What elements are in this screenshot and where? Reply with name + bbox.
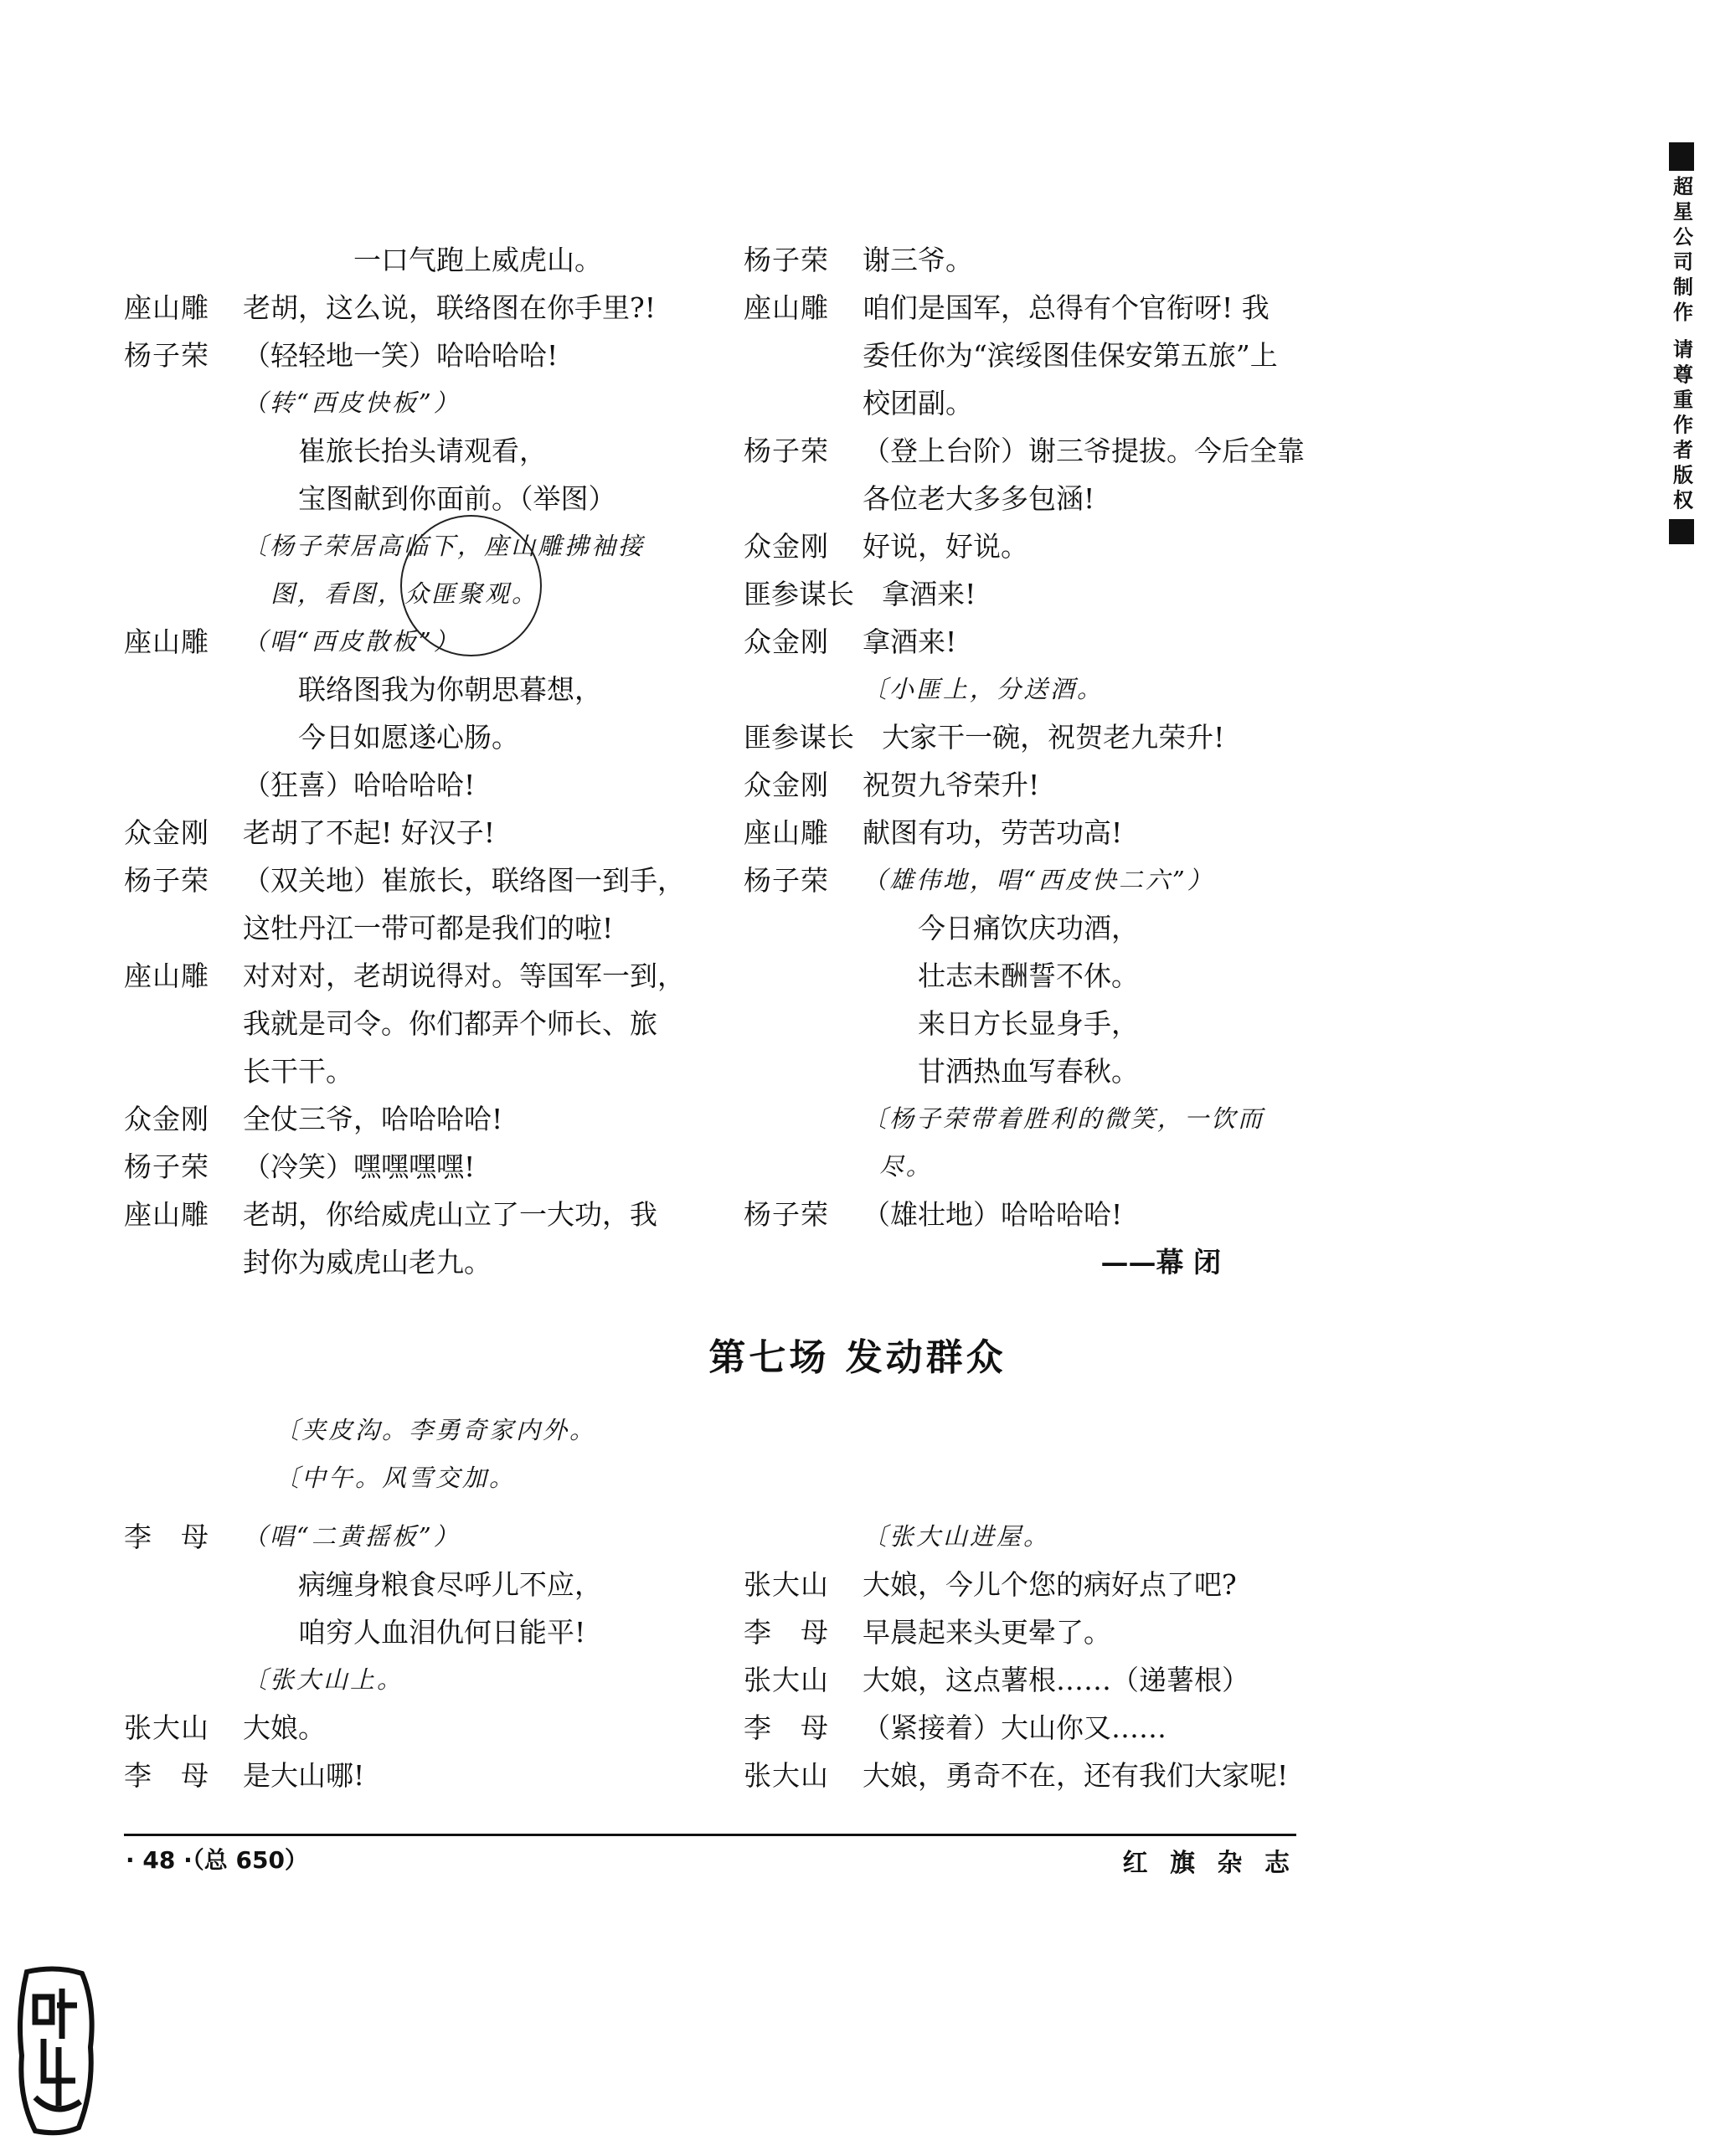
speaker-name: 杨子荣 (744, 244, 829, 276)
dialogue-line (744, 904, 1313, 952)
dialogue-line (124, 475, 702, 522)
setting-line: 〔中午。风雪交加。 (275, 1464, 517, 1492)
dialogue-line (124, 1704, 702, 1752)
footer-rule (124, 1834, 1296, 1836)
dialogue-text: 咱穷人血泪仇何日能平! (298, 1616, 586, 1649)
dialogue-line (124, 236, 702, 284)
dialogue-line (744, 332, 1313, 379)
dialogue-line (744, 427, 1313, 475)
dialogue-line (744, 236, 1313, 284)
speaker-name: 杨子荣 (124, 864, 209, 897)
page-number: · 48 ·（总 650） (126, 1846, 308, 1874)
speaker-name: 张大山 (744, 1759, 829, 1792)
dialogue-line (744, 713, 1313, 761)
dialogue-line (124, 332, 702, 379)
dialogue-text: 一口气跑上威虎山。 (353, 244, 602, 276)
speaker-name: 匪参谋长 (744, 578, 854, 610)
dialogue-text: 全仗三爷，哈哈哈哈! (243, 1103, 503, 1135)
speaker-name: 张大山 (744, 1568, 829, 1601)
dialogue-line (744, 618, 1313, 666)
dialogue-line (744, 1047, 1313, 1095)
dialogue-line (744, 570, 1313, 618)
stage-direction: 〔小匪上，分送酒。 (863, 675, 1105, 703)
dialogue-line (124, 1000, 702, 1047)
dialogue-text: 封你为威虎山老九。 (243, 1246, 492, 1279)
dialogue-text: 今日痛饮庆功酒， (918, 912, 1139, 944)
dialogue-line (744, 1752, 1313, 1799)
dialogue-text: 祝贺九爷荣升! (863, 769, 1040, 801)
dialogue-line (744, 1513, 1313, 1561)
dialogue-text: 这牡丹江一带可都是我们的啦! (243, 912, 614, 944)
dialogue-text: 谢三爷。 (863, 244, 973, 276)
dialogue-line (124, 1047, 702, 1095)
circle-stamp-mark (400, 515, 542, 656)
dialogue-text: 各位老大多多包涵! (863, 482, 1095, 515)
dialogue-text: 老胡了不起! 好汉子! (243, 816, 496, 849)
speaker-name: 杨子荣 (744, 864, 829, 897)
dialogue-line (124, 1095, 702, 1143)
dialogue-line (744, 809, 1313, 857)
setting-line: 〔夹皮沟。李勇奇家内外。 (275, 1416, 597, 1444)
dialogue-text: 大娘。 (243, 1711, 326, 1744)
dialogue-text: 大娘，这点薯根……（递薯根） (863, 1664, 1249, 1696)
speaker-name: 张大山 (124, 1711, 209, 1744)
dialogue-text: 拿酒来! (882, 578, 976, 610)
copyright-notice-text: 超星公司制作 请尊重作者版权 (1669, 176, 1693, 515)
dialogue-line (124, 857, 702, 904)
dialogue-text: 来日方长显身手， (918, 1007, 1139, 1040)
dialogue-line (124, 1656, 702, 1704)
dialogue-line (124, 284, 702, 332)
dialogue-line (744, 1561, 1313, 1608)
dialogue-text: 壮志未酬誓不休。 (918, 960, 1139, 992)
dialogue-line (124, 1513, 702, 1561)
left-column-2 (124, 1513, 702, 1799)
dialogue-line (744, 522, 1313, 570)
dialogue-text: 今日如愿遂心肠。 (298, 721, 519, 754)
dialogue-line (744, 379, 1313, 427)
scene-setting (275, 1407, 596, 1502)
dialogue-text: 委任你为“滨绥图佳保安第五旅”上 (863, 339, 1278, 372)
scene-title: 第七场 发动群众 (708, 1336, 1007, 1379)
dialogue-line (124, 1752, 702, 1799)
notice-bar-top (1669, 142, 1694, 171)
dialogue-text: （紧接着）大山你又…… (863, 1711, 1167, 1744)
speaker-name: 众金刚 (124, 816, 209, 849)
dialogue-text: 崔旅长抬头请观看， (298, 435, 547, 467)
dialogue-text: 老胡，这么说，联络图在你手里?! (243, 291, 656, 324)
dialogue-text: 献图有功，劳苦功高! (863, 816, 1123, 849)
speaker-name: 座山雕 (744, 291, 829, 324)
speaker-name: 杨子荣 (744, 435, 829, 467)
dialogue-line (744, 1095, 1313, 1143)
dialogue-line (744, 761, 1313, 809)
dialogue-text: 早晨起来头更晕了。 (863, 1616, 1111, 1649)
stage-direction: 〔张大山进屋。 (863, 1522, 1051, 1551)
dialogue-line (124, 761, 702, 809)
seal-stamp-icon (10, 1963, 100, 2139)
dialogue-text: （轻轻地一笑）哈哈哈哈! (243, 339, 559, 372)
dialogue-text: 甘洒热血写春秋。 (918, 1055, 1139, 1088)
stage-direction: 〔杨子荣居高临下，座山雕拂袖接 (243, 532, 646, 560)
notice-bar-bottom (1669, 519, 1694, 544)
speaker-name: 座山雕 (124, 291, 209, 324)
left-column (124, 236, 702, 1286)
dialogue-text: 病缠身粮食尽呼儿不应， (298, 1568, 602, 1601)
dialogue-line (124, 1143, 702, 1191)
dialogue-line (744, 666, 1313, 713)
speaker-name: 众金刚 (124, 1103, 209, 1135)
dialogue-line (744, 1656, 1313, 1704)
dialogue-line (124, 427, 702, 475)
dialogue-line (124, 713, 702, 761)
right-column (744, 236, 1313, 1286)
speaker-name: 座山雕 (124, 625, 209, 658)
dialogue-text: （雄壮地）哈哈哈哈! (863, 1198, 1123, 1231)
stage-direction: 图，看图，众匪聚观。 (270, 579, 539, 608)
dialogue-line (744, 475, 1313, 522)
dialogue-text: 咱们是国军，总得有个官衔呀! 我 (863, 291, 1270, 324)
dialogue-line (744, 1191, 1313, 1238)
speaker-name: 座山雕 (744, 816, 829, 849)
dialogue-line (124, 1238, 702, 1286)
right-column-2 (744, 1513, 1313, 1799)
dialogue-text: 老胡，你给威虎山立了一大功，我 (243, 1198, 657, 1231)
stage-direction: （转“西皮快板”） (243, 388, 461, 417)
dialogue-text: 我就是司令。你们都弄个师长、旅 (243, 1007, 657, 1040)
dialogue-text: 大娘，今儿个您的病好点了吧? (863, 1568, 1237, 1601)
speaker-name: 座山雕 (124, 1198, 209, 1231)
stage-direction: （唱“二黄摇板”） (243, 1522, 461, 1551)
stage-direction: 尽。 (878, 1152, 933, 1181)
stage-direction: （唱“西皮散板”） (243, 627, 461, 656)
dialogue-line (124, 1191, 702, 1238)
dialogue-text: （冷笑）嘿嘿嘿嘿! (243, 1150, 476, 1183)
dialogue-text: 好说，好说。 (863, 530, 1028, 563)
speaker-name: 众金刚 (744, 769, 829, 801)
speaker-name: 张大山 (744, 1664, 829, 1696)
speaker-name: 李 母 (124, 1759, 209, 1792)
dialogue-line (744, 1608, 1313, 1656)
speaker-name: 众金刚 (744, 625, 829, 658)
stage-direction: 〔张大山上。 (243, 1665, 404, 1694)
copyright-side-notice (1665, 142, 1698, 544)
dialogue-line (744, 284, 1313, 332)
dialogue-text: 大娘，勇奇不在，还有我们大家呢! (863, 1759, 1289, 1792)
stage-direction: （雄伟地，唱“西皮快二六”） (863, 866, 1214, 894)
speaker-name: 杨子荣 (124, 1150, 209, 1183)
dialogue-text: 长干干。 (243, 1055, 353, 1088)
dialogue-line (124, 379, 702, 427)
speaker-name: 李 母 (744, 1711, 829, 1744)
speaker-name: 杨子荣 (124, 339, 209, 372)
dialogue-text: 联络图我为你朝思暮想， (298, 673, 602, 706)
curtain-close: ——幕 闭 (1100, 1246, 1221, 1279)
dialogue-line (744, 1143, 1313, 1191)
dialogue-text: （登上台阶）谢三爷提拔。今后全靠 (863, 435, 1305, 467)
dialogue-line (124, 904, 702, 952)
dialogue-line (124, 809, 702, 857)
speaker-name: 杨子荣 (744, 1198, 829, 1231)
dialogue-text: 是大山哪! (243, 1759, 365, 1792)
speaker-name: 众金刚 (744, 530, 829, 563)
dialogue-text: 大家干一碗，祝贺老九荣升! (882, 721, 1225, 754)
dialogue-line (744, 952, 1313, 1000)
dialogue-text: 拿酒来! (863, 625, 957, 658)
dialogue-line (124, 1561, 702, 1608)
dialogue-text: 对对对，老胡说得对。等国军一到， (243, 960, 685, 992)
dialogue-line (744, 1000, 1313, 1047)
dialogue-text: 宝图献到你面前。（举图） (298, 482, 616, 515)
dialogue-line (744, 857, 1313, 904)
stage-direction: 〔杨子荣带着胜利的微笑，一饮而 (863, 1104, 1265, 1133)
dialogue-text: 校团副。 (863, 387, 973, 419)
dialogue-line (124, 1608, 702, 1656)
dialogue-line (744, 1704, 1313, 1752)
dialogue-text: （狂喜）哈哈哈哈! (243, 769, 476, 801)
journal-name: 红 旗 杂 志 (1122, 1849, 1296, 1878)
dialogue-line (124, 952, 702, 1000)
speaker-name: 李 母 (744, 1616, 829, 1649)
dialogue-text: （双关地）崔旅长，联络图一到手， (243, 864, 685, 897)
speaker-name: 李 母 (124, 1521, 209, 1553)
speaker-name: 匪参谋长 (744, 721, 854, 754)
speaker-name: 座山雕 (124, 960, 209, 992)
dialogue-line (124, 666, 702, 713)
